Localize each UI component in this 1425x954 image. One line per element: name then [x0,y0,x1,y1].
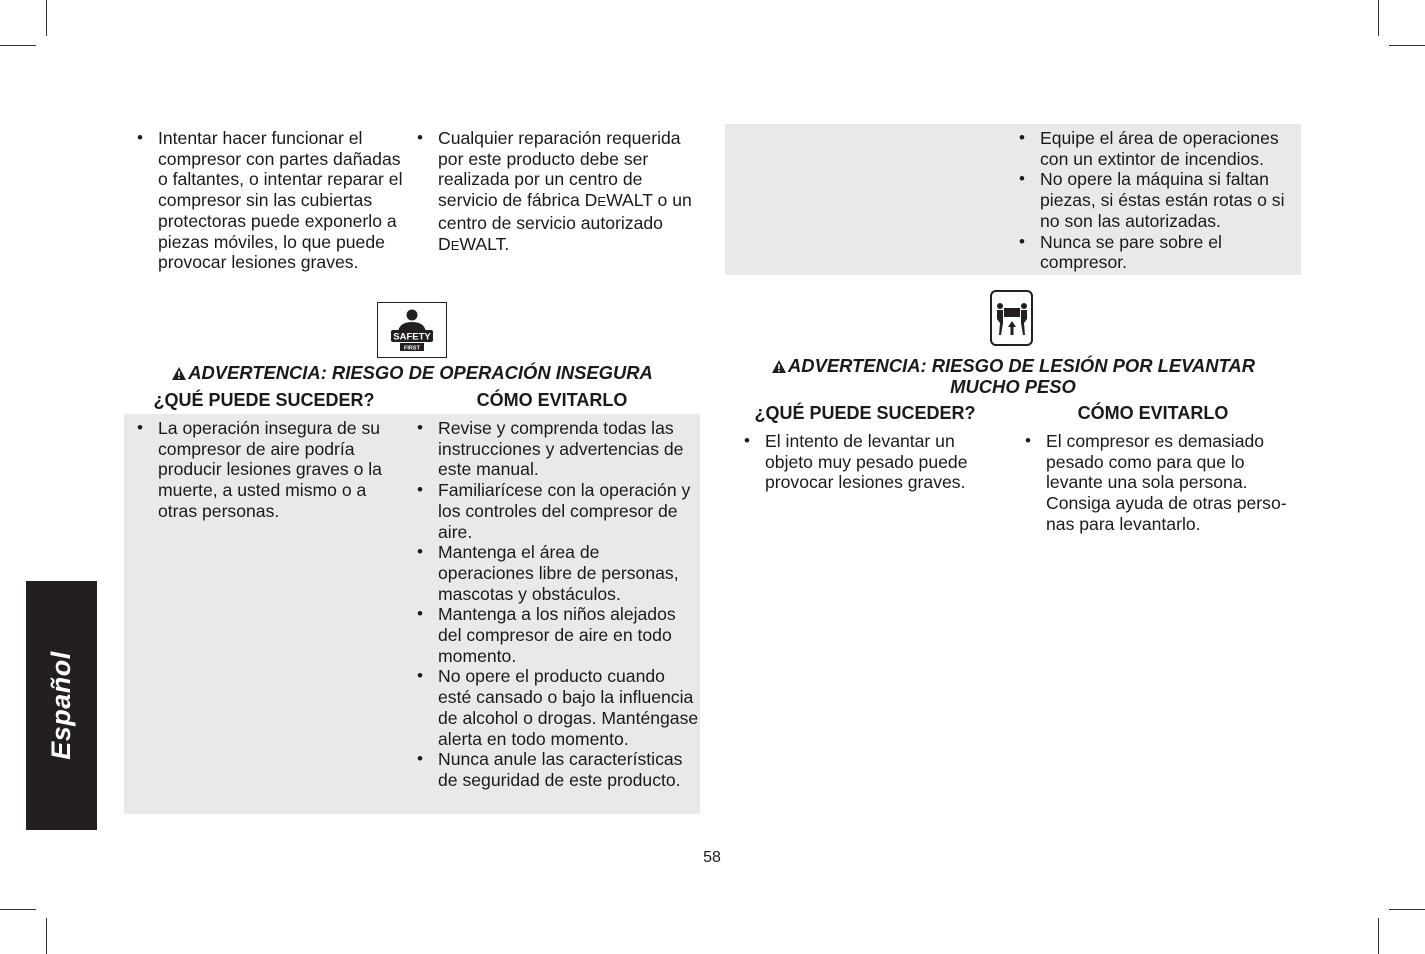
col-head-avoid: CÓMO EVITARLO [1077,403,1229,423]
crop-mark [1378,0,1379,36]
left-what-list [136,418,398,522]
list-item: • No opere la máquina si faltan piezas, si éstas están rotas o si no son las autorizadas. [1018,169,1301,231]
safety-label: SAFETY [393,331,431,343]
col-head-avoid: CÓMO EVITARLO [476,390,628,410]
crop-mark [1389,909,1425,910]
list-item: • La operación insegura de su compresor de aire podría producir lesiones graves o la muerte, a usted mismo o a otras personas. [136,418,398,522]
warning-title-unsafe-operation [124,362,700,383]
warning-title-heavy-lifting [725,355,1301,397]
col-head-what: ¿QUÉ PUEDE SUCEDER? [153,390,375,410]
first-label: FIRST [404,345,420,352]
list-item: • Revise y comprenda todas las instrucciones y advertencias de este manual. [416,418,700,480]
warning-triangle-icon [171,366,187,381]
list-item: • Mantenga el área de operaciones libre de personas, mascotas y obstáculos. [416,542,700,604]
list-item: • Intentar hacer funcionar el compresor con partes dañadas o faltantes, o intentar reparar el compresor sin las cubiertas protectoras puede exponerlo a piezas móviles, lo que puede provocar lesiones graves. [136,128,404,273]
list-item: • El compresor es demasiado pesado como para que lo levante una sola persona. Consiga ayuda de otras perso-nas para levantarlo. [1024,431,1301,535]
crop-mark [1378,918,1379,954]
right-avoid-list [1024,431,1301,535]
language-tab-label: Español [46,651,76,760]
item-text: WALT o un centro de servicio autorizado D [438,190,692,254]
list-item: • Nunca anule las características de seguridad de este producto. [416,749,700,790]
page-number: 58 [703,849,721,866]
list-item: • Familiarícese con la operación y los controles del compresor de aire. [416,480,700,542]
crop-mark [0,909,36,910]
warning-title-line1: ADVERTENCIA: RIESGO DE LESIÓN POR LEVANTAR [788,355,1255,376]
right-top-list [1018,128,1301,273]
crop-mark [46,918,47,954]
crop-mark [46,0,47,36]
left-top-list-b [416,128,700,256]
two-person-lift-graphic [995,295,1029,341]
warning-triangle-icon [771,359,787,374]
warning-title-line2: MUCHO PESO [950,376,1076,397]
crop-mark [0,45,36,46]
small-caps: E [597,194,607,210]
right-what-list [743,431,993,493]
item-text: Cualquier reparación requerida por este producto debe ser realizada por un centro de servicio de fábrica D [438,128,681,211]
safety-first-icon [377,302,447,358]
crop-mark [1389,45,1425,46]
list-item [416,128,700,256]
col-head-what: ¿QUÉ PUEDE SUCEDER? [754,403,976,423]
list-item: • Mantenga a los niños alejados del compresor de aire en todo momento. [416,604,700,666]
item-text: WALT. [459,233,510,254]
language-tab [26,581,97,830]
warning-title-text: ADVERTENCIA: RIESGO DE OPERACIÓN INSEGURA [188,362,653,383]
left-avoid-list [416,418,700,791]
safety-first-graphic [386,308,438,352]
list-item: • El intento de levantar un objeto muy pesado puede provocar lesiones graves. [743,431,993,493]
heavy-lifting-icon [990,290,1033,346]
warning-title-line1-row [725,355,1301,376]
left-top-list-a [136,128,404,273]
list-item: • No opere el producto cuando esté cansado o bajo la influencia de alcohol o drogas. Manténgase alerta en todo momento. [416,666,700,749]
small-caps: E [450,237,460,253]
list-item: • Equipe el área de operaciones con un extintor de incendios. [1018,128,1301,169]
list-item: • Nunca se pare sobre el compresor. [1018,232,1301,273]
